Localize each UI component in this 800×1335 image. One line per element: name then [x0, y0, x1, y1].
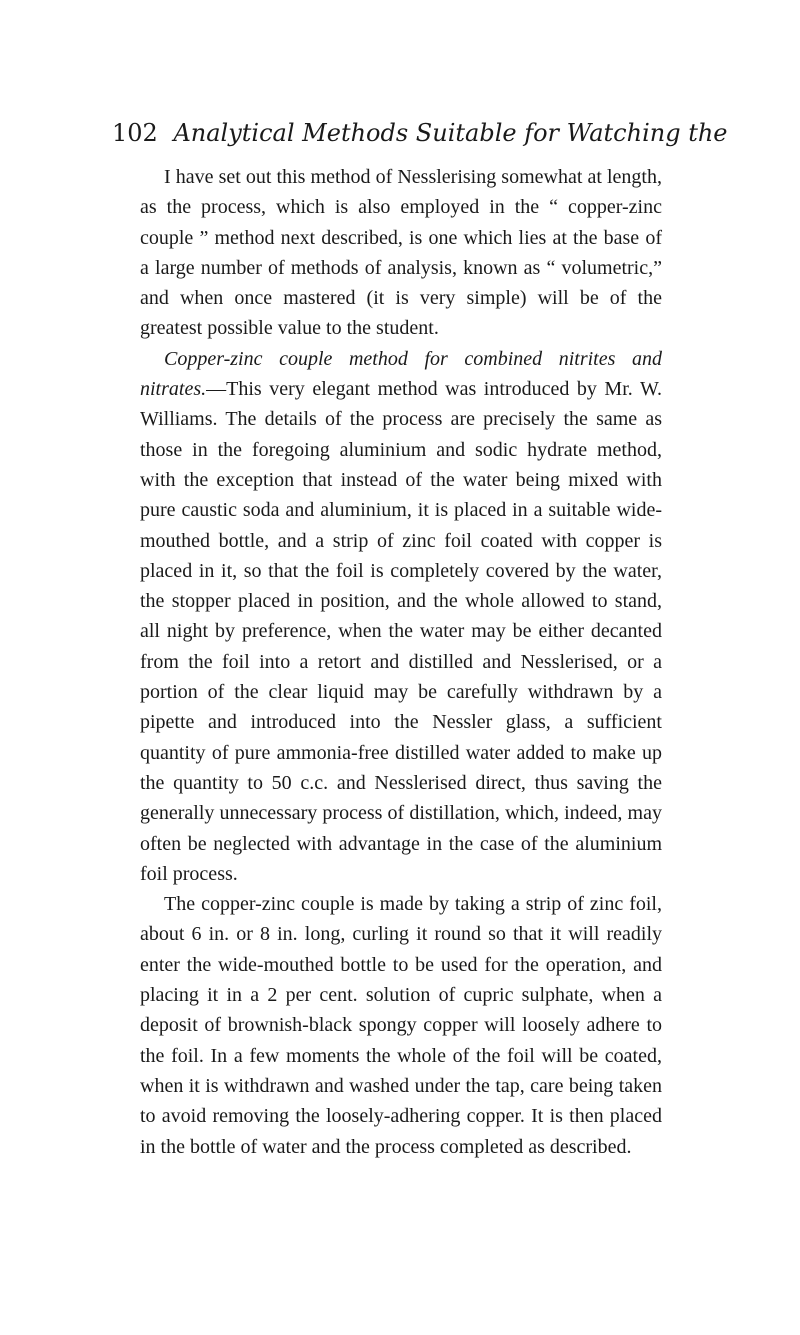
- paragraph-2: [140, 344, 662, 889]
- page-number: 102: [112, 119, 158, 147]
- paragraph-2-body: —This very elegant method was introduced by Mr. W. Williams. The details of the process are precisely the same as those in the foregoing aluminium and sodic hydrate method, with the exception that instead of the water being mixed with pure caustic soda and aluminium, it is placed in a suitable wide-mouthed bottle, and a strip of zinc foil coated with copper is placed in it, so that the foil is completely covered by the water, the stopper placed in position, and the whole allowed to stand, all night by preference, when the water may be either decanted from the foil into a retort and distilled and Nesslerised, or a portion of the clear liquid may be carefully withdrawn by a pipette and introduced into the Nessler glass, a sufficient quantity of pure ammonia-free distilled water added to make up the quantity to 50 c.c. and Nesslerised direct, thus saving the generally unnecessary process of distillation, which, indeed, may often be neglected with advantage in the case of the aluminium foil process.: [140, 378, 662, 885]
- page-header: [112, 121, 728, 145]
- paragraph-1: I have set out this method of Nesslerising somewhat at length, as the process, which is also employed in the “ copper-zinc couple ” method next described, is one which lies at the base of a large number of methods of analysis, known as “ volumetric,” and when once mastered (it is very simple) will be of the greatest possible value to the student.: [140, 166, 662, 340]
- running-title: Analytical Methods Suitable for Watching the: [173, 119, 728, 147]
- page-body: [140, 162, 662, 1162]
- paragraph-3: The copper-zinc couple is made by taking a strip of zinc foil, about 6 in. or 8 in. long, curling it round so that it will readily enter the wide-mouthed bottle to be used for the operation, and placing it in a 2 per cent. solution of cupric sulphate, when a deposit of brownish-black spongy copper will loosely adhere to the foil. In a few moments the whole of the foil will be coated, when it is withdrawn and washed under the tap, care being taken to avoid removing the loosely-adhering copper. It is then placed in the bottle of water and the process completed as described.: [140, 893, 662, 1158]
- section-title: Copper-zinc couple method for combined nitrites and nitrates.: [140, 347, 662, 401]
